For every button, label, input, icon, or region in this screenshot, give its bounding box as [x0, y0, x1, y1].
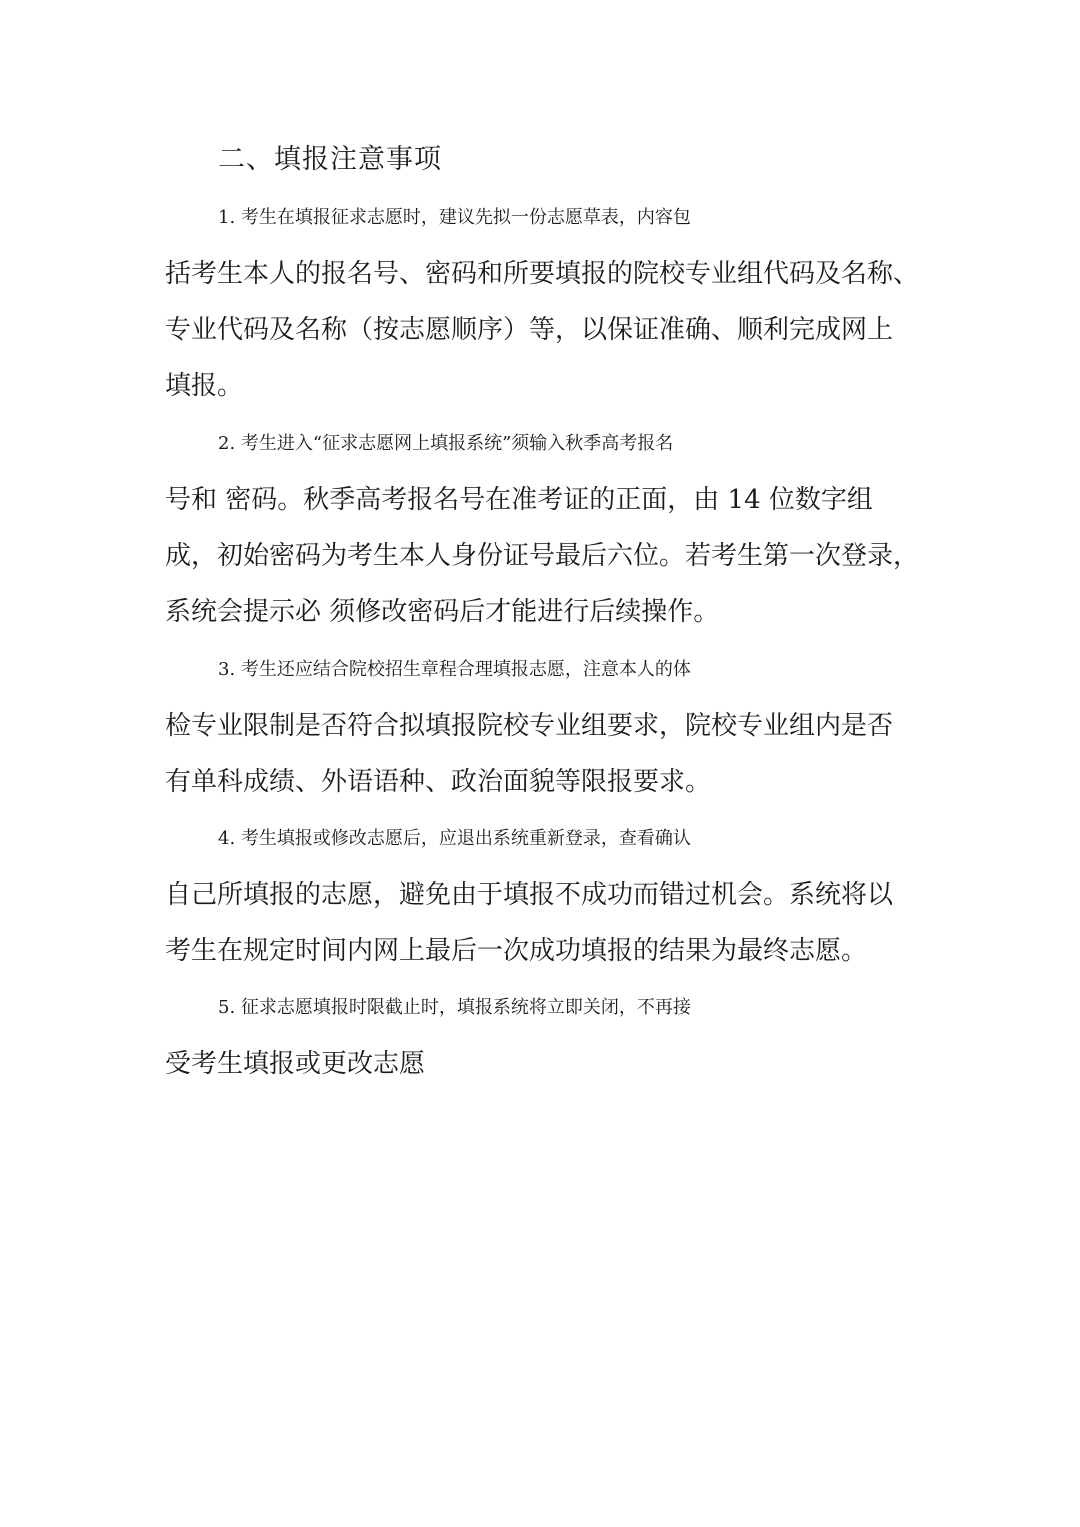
item-1-line-3: 专业代码及名称（按志愿顺序）等，以保证准确、顺利完成网上	[165, 315, 894, 345]
item-4-line-3: 考生在规定时间内网上最后一次成功填报的结果为最终志愿。	[165, 936, 868, 966]
item-3-line-3: 有单科成绩、外语语种、政治面貌等限报要求。	[165, 767, 712, 797]
item-4-line-1: 4. 考生填报或修改志愿后，应退出系统重新登录，查看确认	[218, 828, 691, 849]
item-1-line-4: 填报。	[165, 371, 244, 401]
item-3-line-1: 3. 考生还应结合院校招生章程合理填报志愿，注意本人的体	[218, 659, 691, 680]
item-3-line-2: 检专业限制是否符合拟填报院校专业组要求，院校专业组内是否	[165, 711, 894, 741]
item-2-line-4: 系统会提示必 须修改密码后才能进行后续操作。	[165, 597, 720, 627]
item-2-line-1: 2. 考生进入“征求志愿网上填报系统”须输入秋季高考报名	[218, 433, 674, 454]
item-2-line-3: 成，初始密码为考生本人身份证号最后六位。若考生第一次登录，	[165, 541, 920, 571]
item-2-line-2: 号和 密码。秋季高考报名号在准考证的正面，由 14 位数字组	[165, 485, 873, 515]
item-5-line-2: 受考生填报或更改志愿	[165, 1049, 426, 1079]
item-1-line-1: 1. 考生在填报征求志愿时，建议先拟一份志愿草表，内容包	[218, 207, 691, 228]
section-heading: 二、填报注意事项	[218, 144, 442, 175]
item-5-line-1: 5. 征求志愿填报时限截止时，填报系统将立即关闭，不再接	[218, 997, 691, 1018]
item-4-line-2: 自己所填报的志愿，避免由于填报不成功而错过机会。系统将以	[165, 880, 894, 910]
item-1-line-2: 括考生本人的报名号、密码和所要填报的院校专业组代码及名称、	[165, 259, 920, 289]
